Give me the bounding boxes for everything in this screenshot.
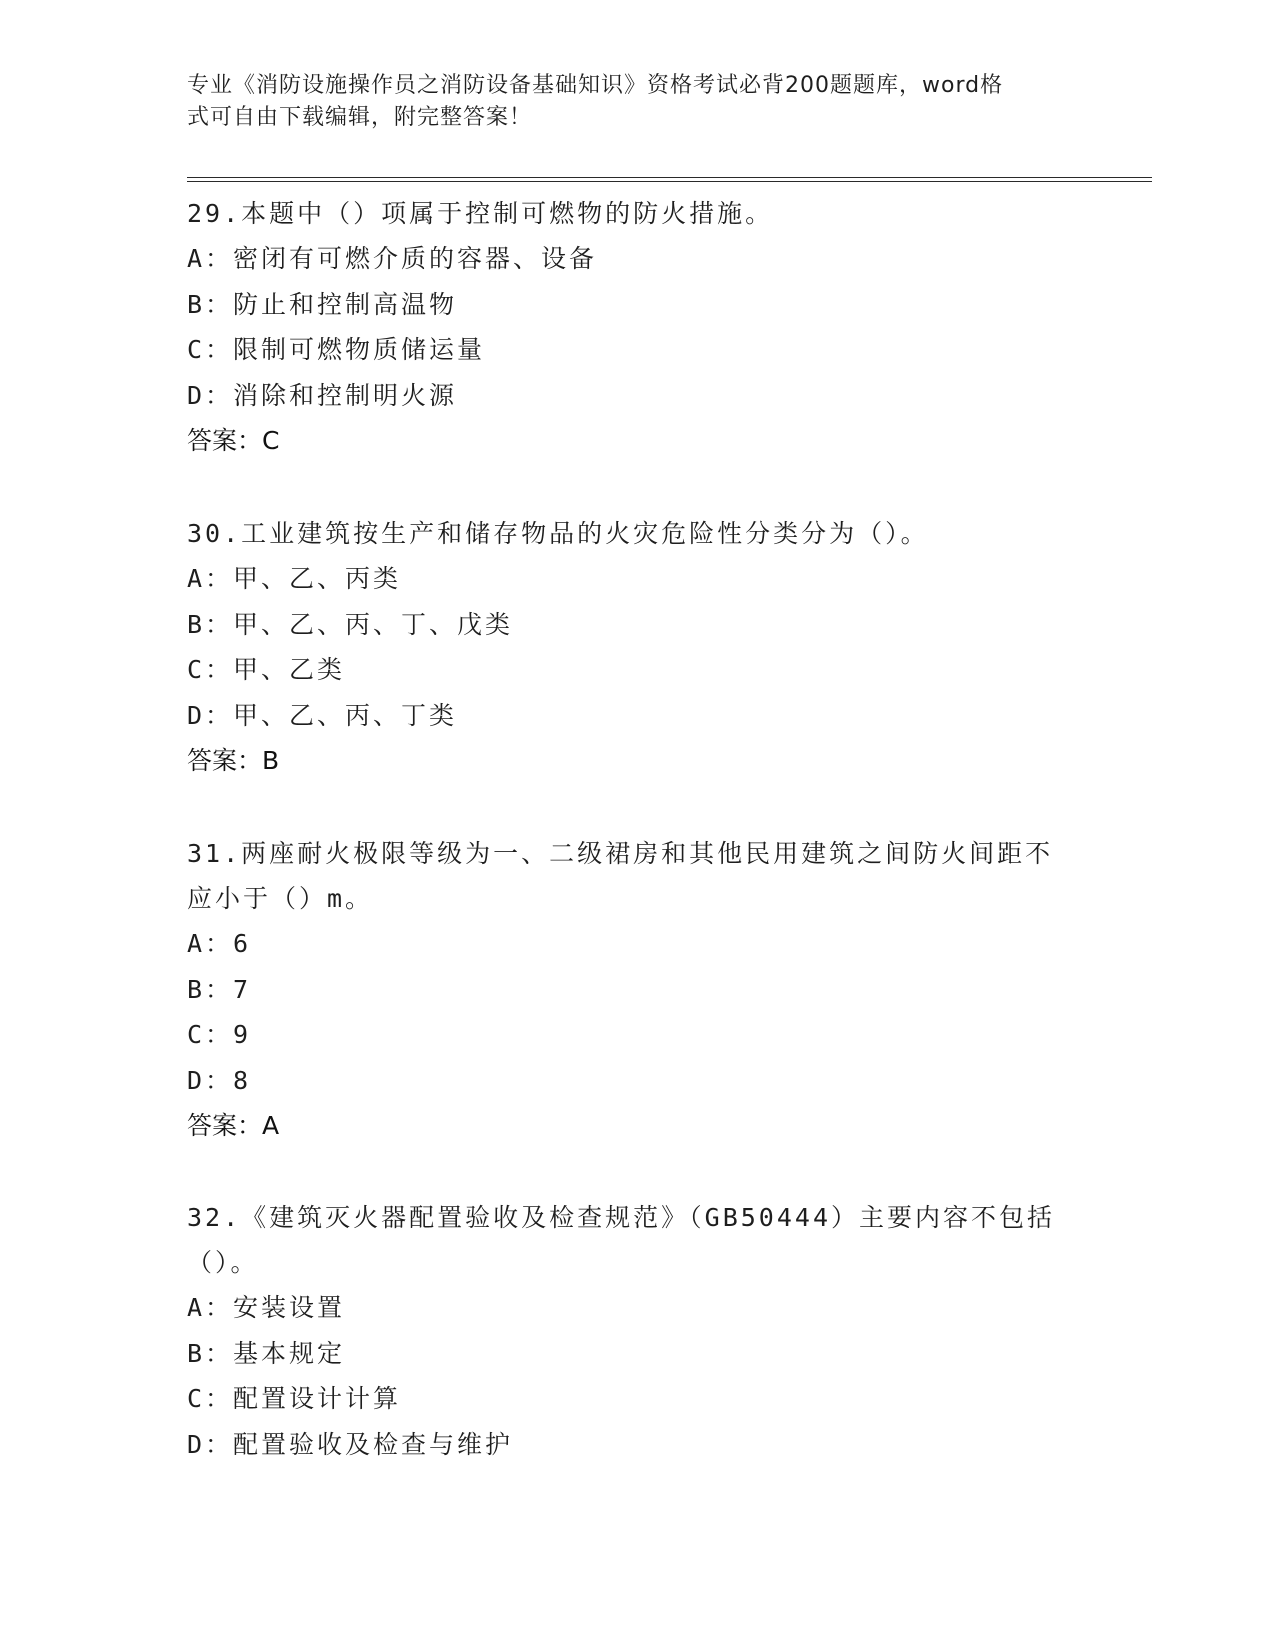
header-line-1: 专业《消防设施操作员之消防设备基础知识》资格考试必背200题题库，word格	[187, 73, 1004, 98]
answer-label: 答案：A	[187, 1111, 280, 1140]
option-a: A：安装设置	[187, 1293, 346, 1322]
option-a: A：6	[187, 929, 252, 958]
question-30	[187, 511, 1087, 783]
option-c: C：配置设计计算	[187, 1384, 402, 1413]
question-stem-line-1: 32.《建筑灭火器配置验收及检查规范》（GB50444）主要内容不包括	[187, 1203, 1056, 1232]
option-a: A：甲、乙、丙类	[187, 564, 402, 593]
option-d: D：甲、乙、丙、丁类	[187, 700, 458, 730]
question-29	[187, 191, 1087, 463]
header-divider-top	[187, 177, 1152, 178]
question-stem-line-2: （）。	[187, 1248, 259, 1277]
option-d: D：配置验收及检查与维护	[187, 1429, 514, 1459]
answer-label: 答案：B	[187, 746, 280, 775]
option-a: A：密闭有可燃介质的容器、设备	[187, 244, 598, 273]
question-stem: 29.本题中（）项属于控制可燃物的防火措施。	[187, 199, 774, 228]
header-line-2: 式可自由下载编辑，附完整答案！	[187, 105, 533, 130]
option-b: B：基本规定	[187, 1338, 346, 1368]
question-31	[187, 831, 1087, 1148]
option-d: D：8	[187, 1065, 252, 1095]
option-c: C：限制可燃物质储运量	[187, 335, 486, 364]
option-c: C：9	[187, 1020, 252, 1049]
document-header	[187, 70, 1067, 134]
question-stem: 30.工业建筑按生产和储存物品的火灾危险性分类分为（）。	[187, 519, 929, 548]
option-b: B：甲、乙、丙、丁、戊类	[187, 609, 514, 639]
option-b: B：防止和控制高温物	[187, 289, 458, 319]
question-stem-line-2: 应小于（）m。	[187, 884, 374, 913]
option-c: C：甲、乙类	[187, 655, 346, 684]
question-32	[187, 1195, 1087, 1467]
answer-label: 答案：C	[187, 426, 280, 455]
header-divider-bottom	[187, 181, 1152, 182]
option-d: D：消除和控制明火源	[187, 380, 458, 410]
question-stem-line-1: 31.两座耐火极限等级为一、二级裙房和其他民用建筑之间防火间距不	[187, 839, 1054, 868]
option-b: B：7	[187, 974, 252, 1004]
